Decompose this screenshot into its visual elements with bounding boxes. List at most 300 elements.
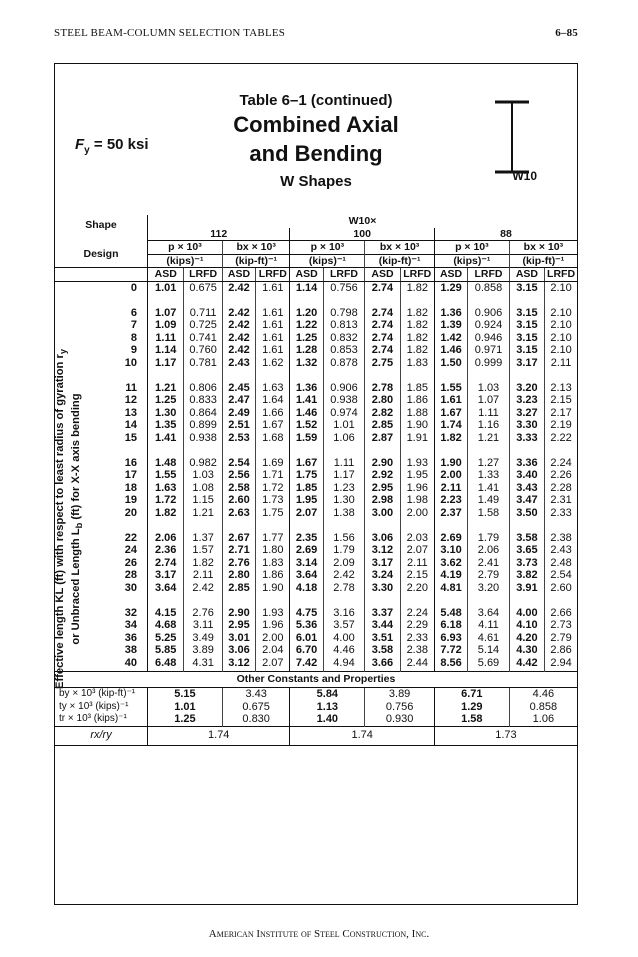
table-cell: 4.68 [148, 619, 184, 632]
table-cell: 1.21 [184, 507, 222, 520]
table-cell: 2.54 [545, 569, 577, 582]
table-cell: 3.47 [509, 494, 544, 507]
table-cell: 2.60 [545, 582, 577, 595]
table-cell: 2.74 [365, 307, 400, 320]
table-cell: 1.61 [256, 319, 290, 332]
table-cell: 4.61 [468, 632, 510, 645]
table-cell: 1.39 [434, 319, 467, 332]
table-cell: 0.938 [184, 432, 222, 445]
table-cell: 1.77 [256, 532, 290, 545]
constant-value: 5.84 [290, 688, 365, 701]
table-cell: 1.83 [400, 357, 434, 370]
table-cell: 1.61 [434, 394, 467, 407]
kl-value: 34 [124, 619, 138, 631]
table-cell: 2.33 [400, 632, 434, 645]
table-cell: 3.91 [509, 582, 544, 595]
table-cell: 1.82 [434, 432, 467, 445]
table-cell: 1.69 [256, 457, 290, 470]
table-cell: 1.82 [400, 344, 434, 357]
table-cell: 1.82 [400, 319, 434, 332]
table-cell: 2.23 [434, 494, 467, 507]
table-cell: 1.32 [290, 357, 323, 370]
table-cell: 0.833 [184, 394, 222, 407]
table-cell: 1.14 [148, 344, 184, 357]
asd-header: ASD [290, 268, 323, 282]
table-cell: 2.78 [323, 582, 365, 595]
table-cell: 1.85 [290, 482, 323, 495]
table-cell: 3.10 [434, 544, 467, 557]
table-cell: 2.66 [545, 607, 577, 620]
kl-value: 15 [124, 431, 138, 444]
table-cell: 0.798 [323, 307, 365, 320]
shape-designation: W10× [148, 215, 577, 228]
table-row [55, 469, 577, 482]
table-row [55, 544, 577, 557]
table-cell: 1.38 [323, 507, 365, 520]
table-cell: 3.12 [222, 657, 255, 672]
kl-value: 10 [124, 356, 138, 369]
rx-ry-label: rx/ry [55, 726, 148, 745]
table-cell: 0.853 [323, 344, 365, 357]
table-cell: 1.95 [400, 469, 434, 482]
table-title-line1: Combined Axial [233, 112, 399, 137]
page-number: 6–85 [555, 27, 578, 39]
table-cell: 2.78 [365, 382, 400, 395]
table-row [55, 582, 577, 595]
table-cell: 4.30 [509, 644, 544, 657]
p-units: (kips)⁻¹ [148, 254, 223, 268]
p-header: p × 10³ [434, 241, 509, 255]
constant-value: 0.830 [222, 713, 290, 726]
table-cell: 1.55 [434, 382, 467, 395]
table-cell: 1.88 [400, 407, 434, 420]
table-cell: 2.69 [290, 544, 323, 557]
kl-value: 22 [124, 531, 138, 544]
table-cell: 1.61 [256, 307, 290, 320]
table-cell: 2.06 [148, 532, 184, 545]
table-cell: 0.760 [184, 344, 222, 357]
yield-stress-label: $F_y = 50$ ksi [75, 136, 149, 156]
table-row [55, 557, 577, 570]
constant-value: 1.58 [434, 713, 509, 726]
table-cell: 1.35 [148, 419, 184, 432]
table-row [55, 657, 577, 672]
table-cell: 5.25 [148, 632, 184, 645]
table-cell: 3.01 [222, 632, 255, 645]
table-cell: 2.80 [222, 569, 255, 582]
table-row [55, 507, 577, 520]
table-row [55, 482, 577, 495]
table-cell: 1.37 [184, 532, 222, 545]
table-cell: 2.11 [184, 569, 222, 582]
table-cell: 2.90 [222, 607, 255, 620]
bx-header: bx × 10³ [365, 241, 435, 255]
table-row [55, 494, 577, 507]
rx-ry-value: 1.74 [290, 726, 434, 745]
table-cell: 1.82 [184, 557, 222, 570]
table-cell: 1.17 [323, 469, 365, 482]
kl-value: 8 [130, 331, 138, 344]
lrfd-header: LRFD [323, 268, 365, 282]
table-cell: 2.10 [545, 332, 577, 345]
table-cell: 2.26 [545, 469, 577, 482]
table-cell: 1.55 [148, 469, 184, 482]
table-cell: 1.30 [148, 407, 184, 420]
table-cell: 1.36 [434, 307, 467, 320]
kl-value: 32 [124, 606, 138, 619]
table-cell: 2.00 [400, 507, 434, 520]
table-cell: 2.10 [545, 307, 577, 320]
table-cell: 2.17 [545, 407, 577, 420]
constant-value: 1.29 [434, 701, 509, 714]
table-cell: 3.37 [365, 607, 400, 620]
table-cell: 2.11 [545, 357, 577, 370]
table-cell: 0.806 [184, 382, 222, 395]
table-cell: 3.16 [323, 607, 365, 620]
table-cell: 1.61 [256, 281, 290, 294]
p-header: p × 10³ [148, 241, 223, 255]
table-cell: 3.58 [365, 644, 400, 657]
table-cell: 3.58 [509, 532, 544, 545]
table-cell: 0.858 [468, 281, 510, 294]
table-cell: 3.57 [323, 619, 365, 632]
table-cell: 5.48 [434, 607, 467, 620]
table-cell: 7.72 [434, 644, 467, 657]
table-cell: 3.14 [290, 557, 323, 570]
table-cell: 2.10 [545, 319, 577, 332]
table-cell: 0.878 [323, 357, 365, 370]
table-cell: 2.07 [290, 507, 323, 520]
table-cell: 2.60 [222, 494, 255, 507]
table-cell: 1.41 [290, 394, 323, 407]
constant-value: 0.675 [222, 701, 290, 714]
table-row [55, 432, 577, 445]
table-cell: 2.15 [545, 394, 577, 407]
table-cell: 0.938 [323, 394, 365, 407]
table-cell: 2.48 [545, 557, 577, 570]
constant-label: tr × 10³ (kips)⁻¹ [59, 713, 127, 724]
table-cell: 1.73 [256, 494, 290, 507]
table-cell: 3.50 [509, 507, 544, 520]
table-cell: 3.44 [365, 619, 400, 632]
table-cell: 1.59 [290, 432, 323, 445]
table-cell: 1.63 [148, 482, 184, 495]
kl-value: 20 [124, 506, 138, 519]
table-cell: 2.00 [434, 469, 467, 482]
table-cell: 4.18 [290, 582, 323, 595]
table-cell: 4.94 [323, 657, 365, 672]
table-cell: 4.00 [509, 607, 544, 620]
table-row [55, 619, 577, 632]
table-cell: 0.781 [184, 357, 222, 370]
table-cell: 1.82 [148, 507, 184, 520]
table-cell: 2.69 [434, 532, 467, 545]
table-cell: 2.87 [365, 432, 400, 445]
table-cell: 1.25 [148, 394, 184, 407]
table-cell: 1.22 [290, 319, 323, 332]
table-cell: 4.46 [323, 644, 365, 657]
data-table [55, 215, 577, 746]
table-cell: 0.741 [184, 332, 222, 345]
p-header: p × 10³ [290, 241, 365, 255]
table-cell: 3.30 [509, 419, 544, 432]
table-cell: 3.43 [509, 482, 544, 495]
table-cell: 0.864 [184, 407, 222, 420]
table-cell: 1.62 [256, 357, 290, 370]
table-cell: 0.725 [184, 319, 222, 332]
table-cell: 2.42 [222, 307, 255, 320]
table-cell: 1.85 [400, 382, 434, 395]
table-cell: 3.82 [509, 569, 544, 582]
table-cell: 1.57 [184, 544, 222, 557]
table-cell: 6.01 [290, 632, 323, 645]
asd-header: ASD [509, 268, 544, 282]
kl-value: 12 [124, 394, 138, 406]
constant-value: 6.71 [434, 688, 509, 701]
kl-value: 7 [130, 319, 138, 331]
asd-header: ASD [222, 268, 255, 282]
table-row [55, 644, 577, 657]
table-cell: 1.49 [468, 494, 510, 507]
table-cell: 2.42 [222, 344, 255, 357]
table-cell: 2.75 [365, 357, 400, 370]
table-cell: 1.98 [400, 494, 434, 507]
table-cell: 0.899 [184, 419, 222, 432]
table-cell: 2.28 [545, 482, 577, 495]
table-cell: 2.20 [400, 582, 434, 595]
table-row [55, 319, 577, 332]
table-cell: 1.09 [148, 319, 184, 332]
table-cell: 0.971 [468, 344, 510, 357]
table-cell: 3.20 [468, 582, 510, 595]
table-cell: 1.28 [290, 344, 323, 357]
table-cell: 1.96 [256, 619, 290, 632]
table-cell: 5.14 [468, 644, 510, 657]
table-cell: 2.10 [545, 344, 577, 357]
table-cell: 6.70 [290, 644, 323, 657]
table-cell: 2.54 [222, 457, 255, 470]
design-header: Design [83, 247, 119, 260]
table-cell: 3.65 [509, 544, 544, 557]
rx-ry-row [55, 726, 577, 745]
table-cell: 2.95 [222, 619, 255, 632]
constant-value: 3.43 [222, 688, 290, 701]
table-cell: 3.27 [509, 407, 544, 420]
table-row [55, 569, 577, 582]
lrfd-header: LRFD [184, 268, 222, 282]
table-cell: 1.75 [290, 469, 323, 482]
table-cell: 0.711 [184, 307, 222, 320]
table-cell: 2.36 [148, 544, 184, 557]
lrfd-header: LRFD [468, 268, 510, 282]
table-cell: 2.56 [222, 469, 255, 482]
table-cell: 0.924 [468, 319, 510, 332]
table-cell: 3.30 [365, 582, 400, 595]
kl-value: 9 [130, 344, 138, 356]
table-cell: 3.73 [509, 557, 544, 570]
kl-value: 40 [124, 656, 138, 669]
table-cell: 2.47 [222, 394, 255, 407]
table-cell: 3.64 [290, 569, 323, 582]
table-cell: 3.49 [184, 632, 222, 645]
asd-header: ASD [365, 268, 400, 282]
table-cell: 2.38 [400, 644, 434, 657]
table-row [55, 407, 577, 420]
footer: American Institute of Steel Construction, Inc. [208, 928, 430, 940]
table-cell: 3.17 [509, 357, 544, 370]
table-cell: 1.58 [468, 507, 510, 520]
table-cell: 2.38 [545, 532, 577, 545]
table-cell: 3.15 [509, 332, 544, 345]
table-cell: 1.80 [256, 544, 290, 557]
table-cell: 3.24 [365, 569, 400, 582]
table-cell: 2.19 [545, 419, 577, 432]
table-cell: 1.25 [290, 332, 323, 345]
asd-header: ASD [148, 268, 184, 282]
table-cell: 0.756 [323, 281, 365, 294]
kl-value: 36 [124, 631, 138, 644]
kl-value: 24 [124, 544, 138, 556]
weight-112: 112 [148, 228, 290, 241]
table-cell: 2.44 [400, 657, 434, 672]
table-cell: 1.86 [256, 569, 290, 582]
bx-units: (kip-ft)⁻¹ [222, 254, 290, 268]
table-cell: 1.50 [434, 357, 467, 370]
table-cell: 2.71 [222, 544, 255, 557]
table-cell: 1.11 [468, 407, 510, 420]
table-cell: 2.13 [545, 382, 577, 395]
table-cell: 1.23 [323, 482, 365, 495]
table-cell: 1.96 [400, 482, 434, 495]
constants-row [55, 713, 577, 726]
bx-header: bx × 10³ [222, 241, 290, 255]
table-cell: 0.832 [323, 332, 365, 345]
table-cell: 6.48 [148, 657, 184, 672]
table-cell: 3.20 [509, 382, 544, 395]
table-cell: 1.66 [256, 407, 290, 420]
table-cell: 1.61 [256, 332, 290, 345]
table-cell: 1.61 [256, 344, 290, 357]
bx-units: (kip-ft)⁻¹ [365, 254, 435, 268]
table-cell: 1.46 [290, 407, 323, 420]
table-row [55, 344, 577, 357]
table-cell: 1.01 [148, 281, 184, 294]
table-cell: 2.82 [365, 407, 400, 420]
table-cell: 2.06 [468, 544, 510, 557]
table-cell: 1.20 [290, 307, 323, 320]
constants-row [55, 701, 577, 714]
table-cell: 3.89 [184, 644, 222, 657]
table-cell: 2.51 [222, 419, 255, 432]
table-cell: 2.74 [148, 557, 184, 570]
table-cell: 1.82 [400, 307, 434, 320]
table-cell: 1.03 [184, 469, 222, 482]
table-cell: 0.999 [468, 357, 510, 370]
table-cell: 3.17 [365, 557, 400, 570]
kl-value: 30 [124, 581, 138, 594]
table-cell: 1.82 [400, 281, 434, 294]
table-cell: 1.14 [290, 281, 323, 294]
table-cell: 2.53 [222, 432, 255, 445]
table-cell: 0.946 [468, 332, 510, 345]
side-axis-label: Effective length KL (ft) with respect to least radius of gyration $r_y$ or Unbraced Length $L_b$ (ft) for X-X axis bending [53, 348, 85, 690]
table-cell: 2.98 [365, 494, 400, 507]
constant-value: 4.46 [509, 688, 577, 701]
table-cell: 4.15 [148, 607, 184, 620]
constant-label: ty × 10³ (kips)⁻¹ [59, 700, 129, 712]
table-cell: 3.64 [148, 582, 184, 595]
table-cell: 2.43 [222, 357, 255, 370]
table-row [55, 394, 577, 407]
table-cell: 6.18 [434, 619, 467, 632]
table-cell: 3.33 [509, 432, 544, 445]
table-cell: 3.15 [509, 344, 544, 357]
p-units: (kips)⁻¹ [290, 254, 365, 268]
table-cell: 2.45 [222, 382, 255, 395]
table-cell: 3.06 [365, 532, 400, 545]
table-row [55, 457, 577, 470]
lrfd-header: LRFD [256, 268, 290, 282]
table-cell: 1.56 [323, 532, 365, 545]
table-cell: 2.42 [222, 332, 255, 345]
table-cell: 4.19 [434, 569, 467, 582]
table-cell: 4.81 [434, 582, 467, 595]
constant-value: 0.930 [365, 713, 435, 726]
constant-value: 1.40 [290, 713, 365, 726]
table-cell: 2.41 [468, 557, 510, 570]
table-cell: 1.21 [468, 432, 510, 445]
table-cell: 1.29 [434, 281, 467, 294]
table-cell: 2.94 [545, 657, 577, 672]
table-row [55, 332, 577, 345]
table-cell: 3.17 [148, 569, 184, 582]
table-cell: 2.10 [545, 281, 577, 294]
table-cell: 1.07 [148, 307, 184, 320]
table-cell: 3.66 [365, 657, 400, 672]
table-cell: 2.58 [222, 482, 255, 495]
table-cell: 1.36 [290, 382, 323, 395]
table-cell: 1.75 [256, 507, 290, 520]
table-cell: 1.79 [323, 544, 365, 557]
table-cell: 2.07 [256, 657, 290, 672]
table-cell: 2.42 [323, 569, 365, 582]
table-row [55, 532, 577, 545]
table-cell: 1.42 [434, 332, 467, 345]
table-row [55, 281, 577, 294]
kl-value: 38 [124, 644, 138, 656]
table-cell: 2.79 [545, 632, 577, 645]
table-cell: 1.01 [323, 419, 365, 432]
table-cell: 2.67 [222, 532, 255, 545]
table-cell: 1.06 [323, 432, 365, 445]
other-constants-header: Other Constants and Properties [55, 672, 577, 688]
table-cell: 2.92 [365, 469, 400, 482]
constant-value: 1.01 [148, 701, 223, 714]
table-cell: 1.11 [323, 457, 365, 470]
kl-value: 0 [130, 281, 138, 294]
table-cell: 6.93 [434, 632, 467, 645]
table-cell: 7.42 [290, 657, 323, 672]
constant-value: 0.858 [509, 701, 577, 714]
table-cell: 2.74 [365, 281, 400, 294]
table-cell: 1.07 [468, 394, 510, 407]
table-cell: 4.10 [509, 619, 544, 632]
table-cell: 1.93 [256, 607, 290, 620]
table-cell: 3.00 [365, 507, 400, 520]
table-cell: 1.72 [256, 482, 290, 495]
bx-header: bx × 10³ [509, 241, 577, 255]
table-cell: 3.15 [509, 281, 544, 294]
